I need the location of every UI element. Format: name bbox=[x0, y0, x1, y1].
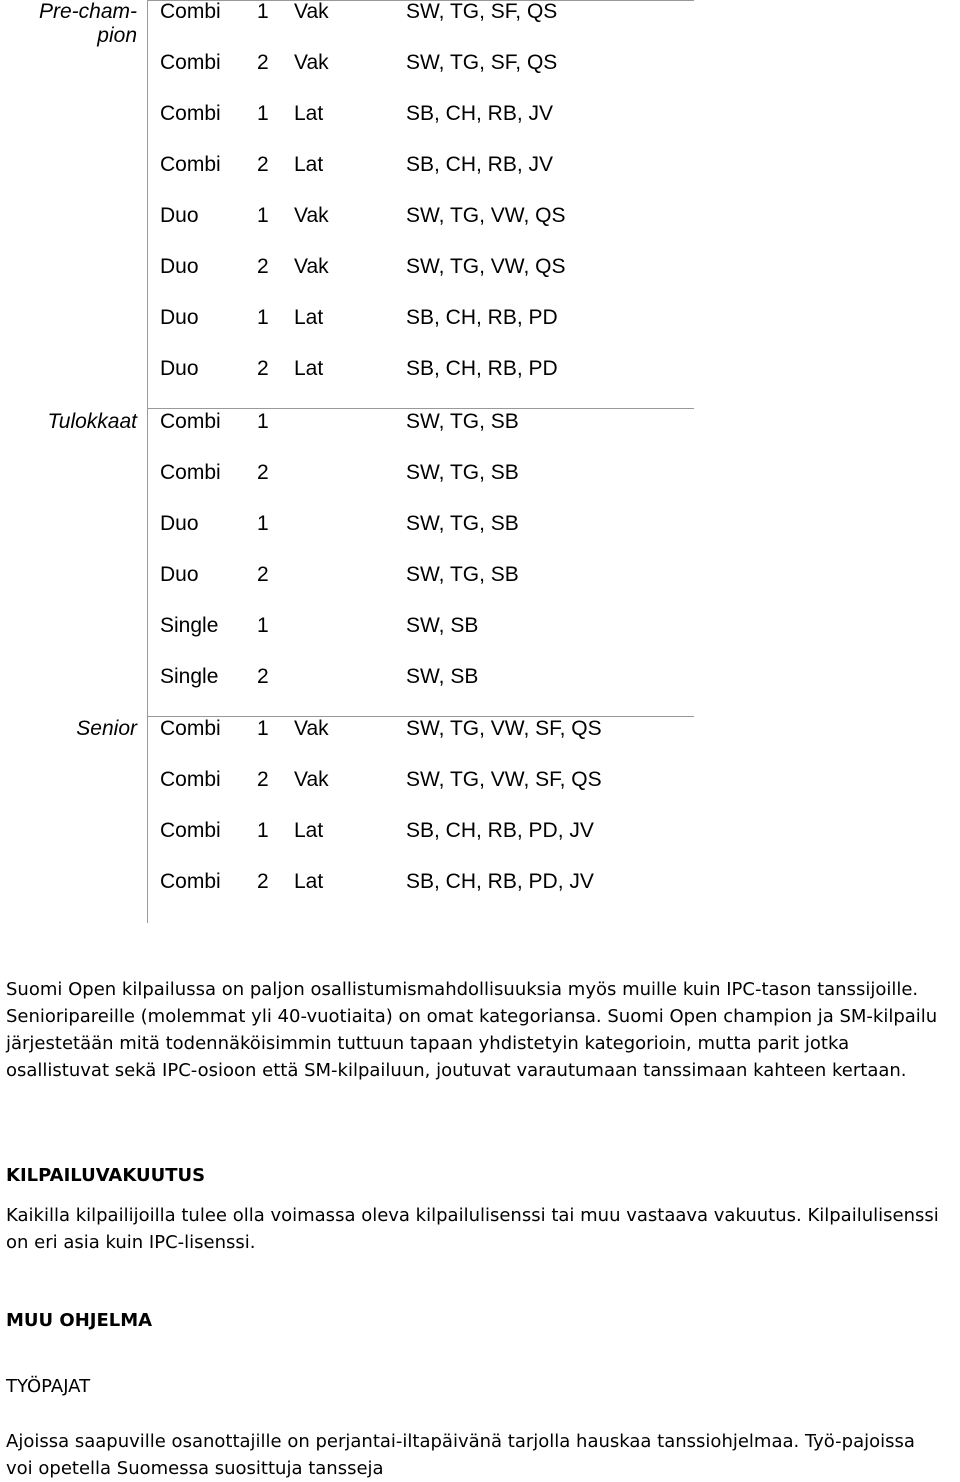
table-row bbox=[0, 614, 700, 665]
table-row bbox=[0, 768, 700, 819]
table-row bbox=[0, 563, 700, 614]
group-divider bbox=[148, 408, 694, 409]
group-label-line: Pre-cham- bbox=[38, 0, 137, 23]
cell-dances: SW, TG, VW, QS bbox=[406, 255, 566, 278]
cell-type: Duo bbox=[160, 357, 199, 380]
table-row bbox=[0, 0, 700, 51]
cell-kind: Vak bbox=[294, 204, 329, 227]
table-row bbox=[0, 102, 700, 153]
cell-kind: Vak bbox=[294, 255, 329, 278]
cell-dances: SW, TG, VW, QS bbox=[406, 204, 566, 227]
cell-kind: Lat bbox=[294, 819, 324, 842]
cell-kind: Vak bbox=[294, 768, 329, 791]
cell-type: Duo bbox=[160, 512, 199, 535]
cell-type: Duo bbox=[160, 563, 199, 586]
cell-dances: SW, TG, VW, SF, QS bbox=[406, 717, 602, 740]
cell-dances: SW, SB bbox=[406, 614, 479, 637]
cell-number: 2 bbox=[257, 357, 269, 380]
group-label-line: Senior bbox=[76, 717, 137, 740]
table-row bbox=[0, 153, 700, 204]
cell-number: 1 bbox=[257, 410, 269, 433]
section-heading-insurance: KILPAILUVAKUUTUS bbox=[6, 1165, 206, 1186]
cell-dances: SB, CH, RB, PD, JV bbox=[406, 819, 594, 842]
cell-number: 2 bbox=[257, 153, 269, 176]
section-heading-program: MUU OHJELMA bbox=[6, 1310, 153, 1331]
table-row bbox=[0, 306, 700, 357]
cell-dances: SB, CH, RB, PD, JV bbox=[406, 870, 594, 893]
cell-number: 2 bbox=[257, 870, 269, 893]
cell-dances: SW, TG, SF, QS bbox=[406, 51, 558, 74]
info-paragraph: Suomi Open kilpailussa on paljon osallistumismahdollisuuksia myös muille kuin IPC-tason tanssijoille. Senioripareille (molemmat yli 40-vuotiaita) on omat kategoriansa. Suomi Open champion ja SM-kilpailu järjestetään mitä todennäköisimmin tuttuun tapaan yhdistetyin kategorioin, mutta parit jotka osallistuvat sekä IPC-osioon että SM-kilpailuun, joutuvat varautumaan tanssimaan kahteen kertaan. bbox=[6, 979, 938, 1081]
cell-number: 2 bbox=[257, 563, 269, 586]
table-row bbox=[0, 665, 700, 716]
cell-number: 2 bbox=[257, 51, 269, 74]
cell-number: 1 bbox=[257, 306, 269, 329]
cell-dances: SW, TG, SF, QS bbox=[406, 0, 558, 23]
cell-type: Combi bbox=[160, 819, 221, 842]
cell-number: 1 bbox=[257, 0, 269, 23]
cell-number: 2 bbox=[257, 768, 269, 791]
cell-dances: SW, TG, SB bbox=[406, 563, 519, 586]
cell-type: Combi bbox=[160, 461, 221, 484]
cell-kind: Lat bbox=[294, 357, 324, 380]
cell-type: Duo bbox=[160, 255, 199, 278]
cell-type: Combi bbox=[160, 410, 221, 433]
table-row bbox=[0, 512, 700, 563]
table-row bbox=[0, 717, 700, 768]
cell-kind: Vak bbox=[294, 51, 329, 74]
cell-kind: Lat bbox=[294, 153, 324, 176]
cell-type: Combi bbox=[160, 153, 221, 176]
table-row bbox=[0, 51, 700, 102]
cell-number: 1 bbox=[257, 102, 269, 125]
cell-type: Combi bbox=[160, 717, 221, 740]
cell-type: Single bbox=[160, 665, 219, 688]
cell-dances: SW, TG, SB bbox=[406, 512, 519, 535]
cell-kind: Lat bbox=[294, 306, 324, 329]
cell-type: Single bbox=[160, 614, 219, 637]
group-label-line: pion bbox=[97, 24, 137, 47]
cell-type: Combi bbox=[160, 768, 221, 791]
subheading-workshops: TYÖPAJAT bbox=[6, 1376, 91, 1397]
cell-dances: SW, TG, SB bbox=[406, 461, 519, 484]
cell-dances: SB, CH, RB, PD bbox=[406, 306, 558, 329]
cell-number: 2 bbox=[257, 255, 269, 278]
cell-kind: Vak bbox=[294, 717, 329, 740]
workshops-paragraph: Ajoissa saapuville osanottajille on perjantai-iltapäivänä tarjolla hauskaa tanssiohjelmaa. Työ-pajoissa voi opetella Suomessa suosittuja tansseja bbox=[6, 1431, 915, 1479]
category-table bbox=[0, 0, 700, 925]
table-row bbox=[0, 357, 700, 408]
table-row bbox=[0, 255, 700, 306]
cell-kind: Lat bbox=[294, 870, 324, 893]
table-row bbox=[0, 204, 700, 255]
cell-kind: Lat bbox=[294, 102, 324, 125]
table-row bbox=[0, 819, 700, 870]
cell-dances: SW, SB bbox=[406, 665, 479, 688]
insurance-paragraph: Kaikilla kilpailijoilla tulee olla voimassa oleva kilpailulisenssi tai muu vastaava vakuutus. Kilpailulisenssi on eri asia kuin IPC-lisenssi. bbox=[6, 1205, 939, 1253]
cell-dances: SB, CH, RB, JV bbox=[406, 102, 554, 125]
cell-type: Combi bbox=[160, 0, 221, 23]
cell-dances: SW, TG, VW, SF, QS bbox=[406, 768, 602, 791]
cell-type: Combi bbox=[160, 51, 221, 74]
cell-number: 1 bbox=[257, 614, 269, 637]
cell-dances: SB, CH, RB, JV bbox=[406, 153, 554, 176]
cell-number: 2 bbox=[257, 461, 269, 484]
cell-type: Duo bbox=[160, 306, 199, 329]
cell-kind: Vak bbox=[294, 0, 329, 23]
cell-dances: SB, CH, RB, PD bbox=[406, 357, 558, 380]
group-label-line: Tulokkaat bbox=[47, 410, 137, 433]
cell-number: 1 bbox=[257, 512, 269, 535]
cell-type: Duo bbox=[160, 204, 199, 227]
cell-type: Combi bbox=[160, 870, 221, 893]
cell-number: 2 bbox=[257, 665, 269, 688]
table-row bbox=[0, 410, 700, 461]
table-row bbox=[0, 870, 700, 921]
table-row bbox=[0, 461, 700, 512]
cell-number: 1 bbox=[257, 717, 269, 740]
cell-dances: SW, TG, SB bbox=[406, 410, 519, 433]
cell-number: 1 bbox=[257, 819, 269, 842]
cell-number: 1 bbox=[257, 204, 269, 227]
cell-type: Combi bbox=[160, 102, 221, 125]
